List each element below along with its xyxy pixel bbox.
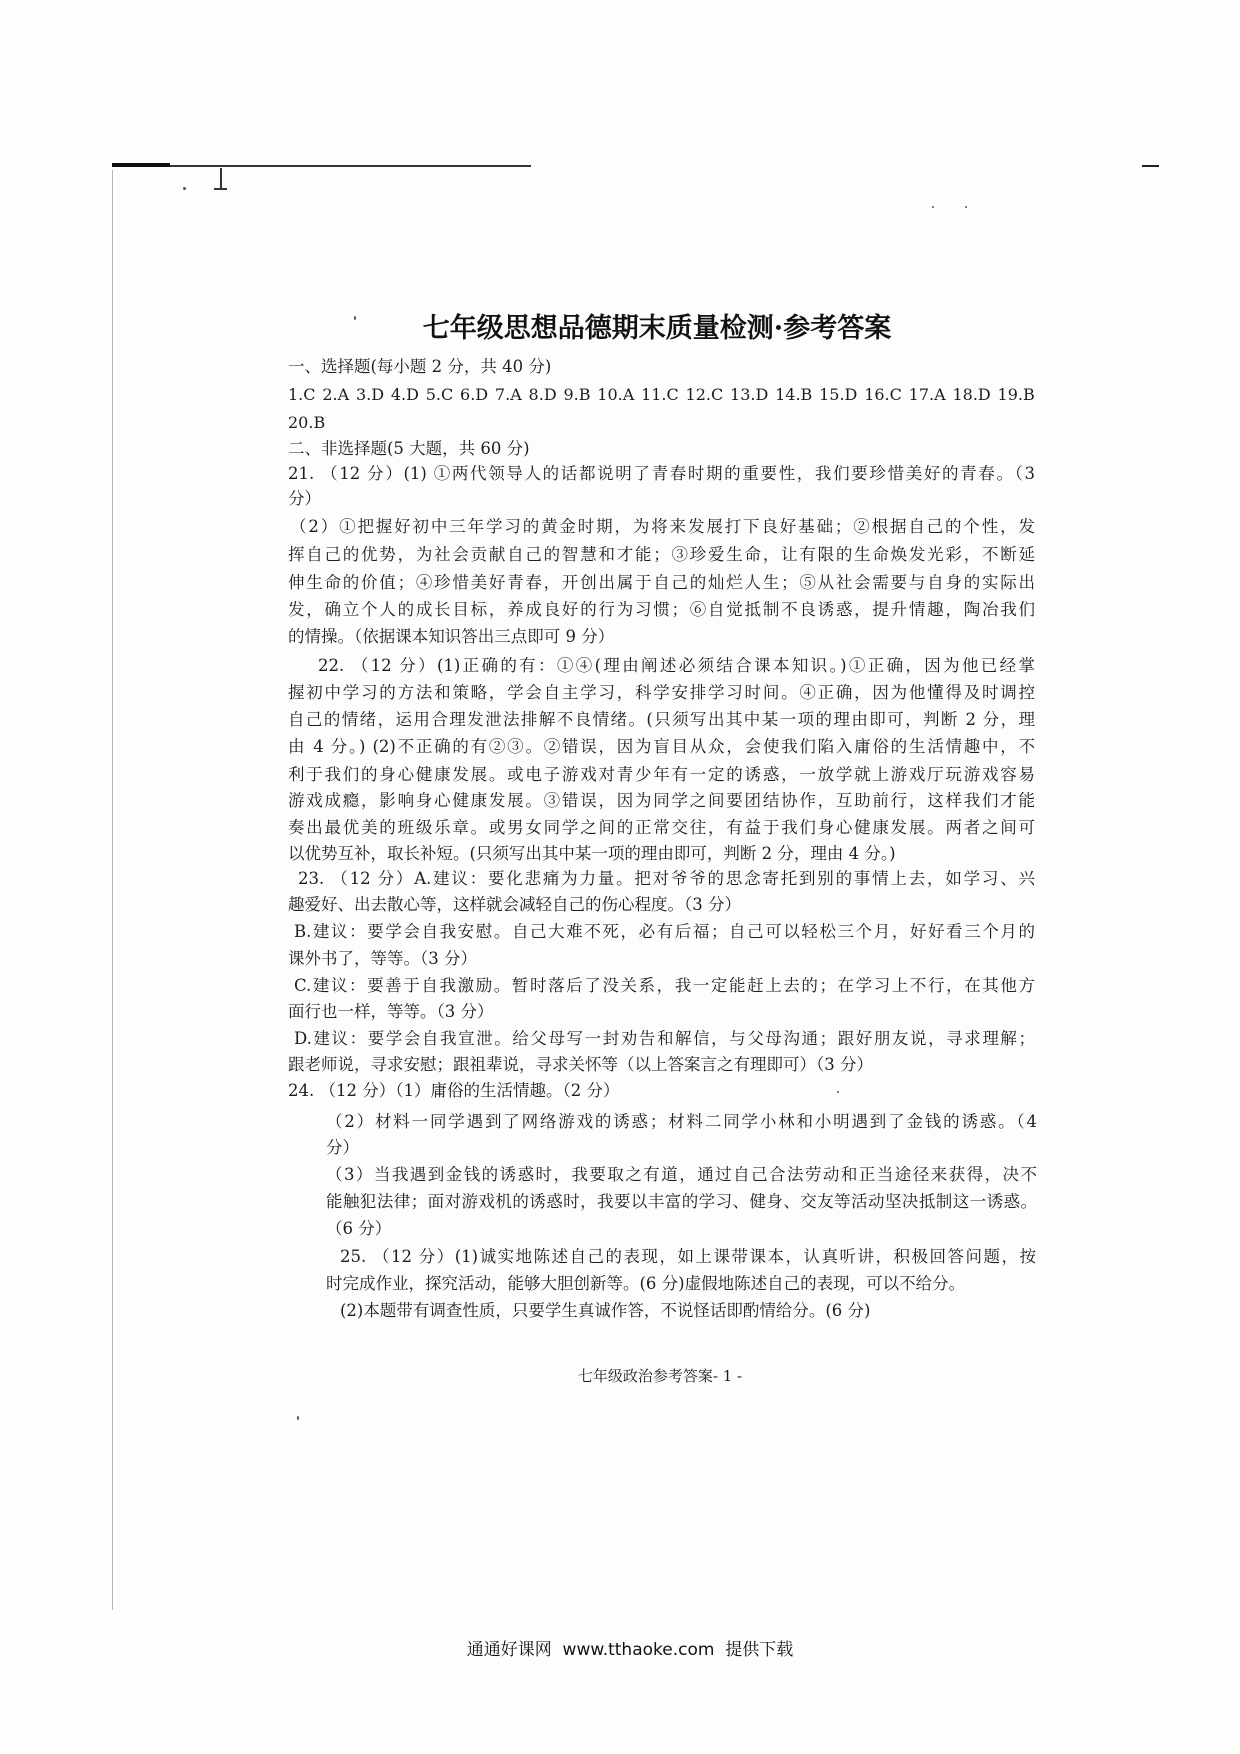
section-heading-choice: 一、选择题(每小题 2 分，共 40 分) bbox=[288, 357, 552, 376]
q21-line: 分） bbox=[288, 489, 321, 508]
page-footer-label: 七年级政治参考答案- 1 - bbox=[577, 1367, 743, 1385]
scan-dot bbox=[965, 206, 967, 208]
choice-answers-row bbox=[288, 384, 1035, 406]
scan-mark bbox=[1142, 165, 1159, 167]
q23-line: 跟老师说，寻求安慰；跟祖辈说，寻求关怀等（以上答案言之有理即可）（3 分） bbox=[288, 1055, 873, 1074]
q21-line: 21. （12 分）(1) ①两代领导人的话都说明了青春时期的重要性，我们要珍惜美好的青春。（3 bbox=[288, 464, 1035, 483]
q21-line: 发，确立个人的成长目标，养成良好的行为习惯；⑥自觉抵制不良诱惑，提升情趣，陶冶我们 bbox=[288, 600, 1035, 619]
choice-answer: 13.D bbox=[730, 385, 769, 404]
scan-dot bbox=[354, 316, 356, 320]
q22-line: 22. （12 分）(1)正确的有：①④(理由阐述必须结合课本知识。)①正确，因为他已经掌 bbox=[318, 656, 1035, 675]
choice-answer: 17.A bbox=[908, 385, 946, 404]
choice-answer: 2.A bbox=[322, 385, 350, 404]
q22-line: 游戏成瘾，影响身心健康发展。③错误，因为同学之间要团结协作，互助前行，这样我们才能 bbox=[288, 791, 1035, 810]
choice-answer: 8.D bbox=[528, 385, 557, 404]
scan-rule-line-thick bbox=[112, 163, 170, 167]
choice-answer: 12.C bbox=[685, 385, 724, 404]
choice-answer: 18.D bbox=[952, 385, 991, 404]
q23-line: C.建议：要善于自我激励。暂时落后了没关系，我一定能赶上去的；在学习上不行，在其他方 bbox=[294, 976, 1035, 995]
q21-line: （2）①把握好初中三年学习的黄金时期，为将来发展打下良好基础；②根据自己的个性，发 bbox=[290, 517, 1035, 536]
q25-line: (2)本题带有调查性质，只要学生真诚作答，不说怪话即酌情给分。(6 分) bbox=[340, 1301, 871, 1320]
q23-line: 面行也一样，等等。（3 分） bbox=[288, 1002, 494, 1021]
choice-answer: 9.B bbox=[563, 385, 591, 404]
choice-answer: 16.C bbox=[864, 385, 902, 404]
scan-dot bbox=[932, 206, 934, 208]
q21-line: 伸生命的价值；④珍惜美好青春，开创出属于自己的灿烂人生；⑤从社会需要与自身的实际出 bbox=[288, 573, 1035, 592]
q22-line: 自己的情绪，运用合理发泄法排解不良情绪。(只须写出其中某一项的理由即可，判断 2 分，理 bbox=[288, 710, 1035, 729]
choice-answer: 1.C bbox=[288, 385, 316, 404]
choice-answer: 15.D bbox=[819, 385, 858, 404]
choice-answer: 19.B bbox=[997, 385, 1035, 404]
scan-edge-line bbox=[112, 170, 113, 1610]
choice-answer: 5.C bbox=[425, 385, 454, 404]
choice-answer: 14.B bbox=[775, 385, 813, 404]
q24-line: 分） bbox=[326, 1138, 359, 1157]
q24-line: （6 分） bbox=[326, 1219, 392, 1238]
choice-answer: 4.D bbox=[390, 385, 419, 404]
choice-answer: 3.D bbox=[355, 385, 385, 404]
q22-line: 由 4 分。) (2)不正确的有②③。②错误，因为盲目从众，会使我们陷入庸俗的生活情趣中，不 bbox=[288, 737, 1035, 756]
choice-answer: 7.A bbox=[494, 385, 522, 404]
q23-line: 趣爱好、出去散心等，这样就会减轻自己的伤心程度。（3 分） bbox=[288, 895, 741, 914]
q23-line: D.建议：要学会自我宣泄。给父母写一封劝告和解信，与父母沟通；跟好朋友说，寻求理解； bbox=[294, 1029, 1035, 1048]
q23-line: 23. （12 分）A.建议：要化悲痛为力量。把对爷爷的思念寄托到别的事情上去，如学习、兴 bbox=[298, 869, 1035, 888]
q21-line: 挥自己的优势，为社会贡献自己的智慧和才能；③珍爱生命，让有限的生命焕发光彩，不断延 bbox=[288, 545, 1035, 564]
q22-line: 以优势互补，取长补短。(只须写出其中某一项的理由即可，判断 2 分，理由 4 分。) bbox=[288, 844, 896, 863]
q22-line: 利于我们的身心健康发展。或电子游戏对青少年有一定的诱惑，一放学就上游戏厅玩游戏容易 bbox=[288, 765, 1035, 784]
scan-mark bbox=[220, 168, 222, 188]
document-title: 七年级思想品德期末质量检测·参考答案 bbox=[422, 313, 892, 344]
choice-answer: 20.B bbox=[288, 413, 326, 432]
section-heading-non-choice: 二、非选择题(5 大题，共 60 分) bbox=[288, 439, 530, 458]
scan-rule-line bbox=[112, 165, 531, 167]
q25-line: 25. （12 分）(1)诚实地陈述自己的表现，如上课带课本，认真听讲，积极回答问题，按 bbox=[340, 1247, 1036, 1266]
q22-line: 奏出最优美的班级乐章。或男女同学之间的正常交往，有益于我们身心健康发展。两者之间可 bbox=[288, 818, 1035, 837]
q24-line: 能触犯法律；面对游戏机的诱惑时，我要以丰富的学习、健身、交友等活动坚决抵制这一诱惑。 bbox=[326, 1192, 1037, 1211]
scan-dot bbox=[183, 187, 186, 190]
q22-line: 握初中学习的方法和策略，学会自主学习，科学安排学习时间。④正确，因为他懂得及时调控 bbox=[288, 683, 1035, 702]
scan-mark bbox=[214, 188, 227, 190]
q24-line: （3）当我遇到金钱的诱惑时，我要取之有道，通过自己合法劳动和正当途径来获得，决不 bbox=[326, 1165, 1037, 1184]
q21-line: 的情操。（依据课本知识答出三点即可 9 分） bbox=[288, 627, 615, 646]
download-source-note: 通通好课网 www.tthaoke.com 提供下载 bbox=[466, 1640, 794, 1660]
choice-answer: 10.A bbox=[597, 385, 635, 404]
scan-dot bbox=[297, 1416, 299, 1420]
q25-line: 时完成作业，探究活动，能够大胆创新等。(6 分)虚假地陈述自己的表现，可以不给分。 bbox=[326, 1274, 966, 1293]
q24-line: （2）材料一同学遇到了网络游戏的诱惑；材料二同学小林和小明遇到了金钱的诱惑。（4 bbox=[326, 1112, 1037, 1131]
scan-dot bbox=[837, 1091, 839, 1093]
choice-answer: 11.C bbox=[641, 385, 679, 404]
q23-line: 课外书了，等等。（3 分） bbox=[288, 949, 477, 968]
choice-answer: 6.D bbox=[460, 385, 489, 404]
q24-line: 24. （12 分）（1）庸俗的生活情趣。（2 分） bbox=[288, 1081, 620, 1100]
q23-line: B.建议：要学会自我安慰。自己大难不死，必有后福；自己可以轻松三个月，好好看三个月的 bbox=[294, 922, 1035, 941]
